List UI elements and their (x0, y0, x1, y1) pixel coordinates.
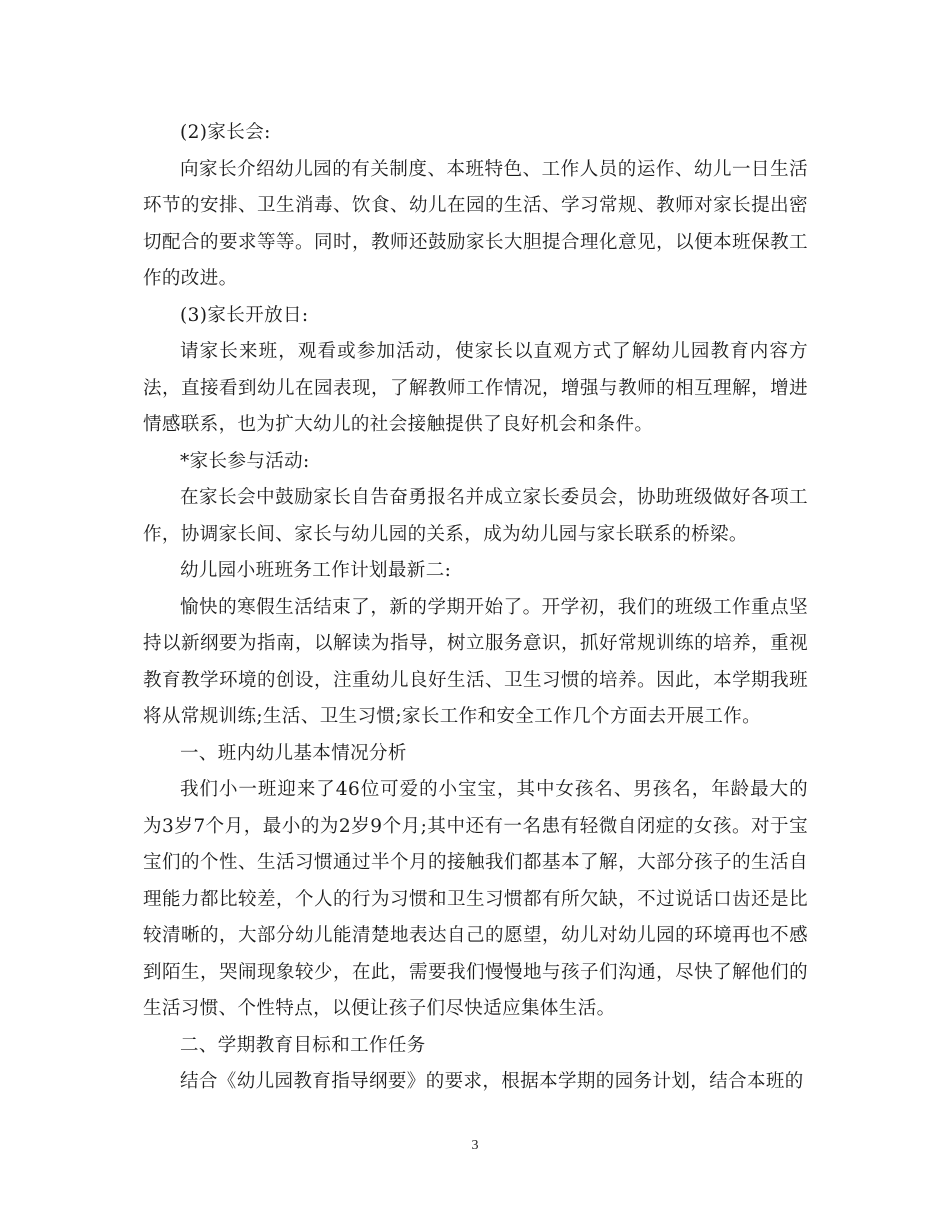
page-number: 3 (471, 1138, 479, 1153)
heading-open-day: (3)家长开放日: (180, 304, 309, 326)
heading-section-one: 一、班内幼儿基本情况分析 (180, 742, 407, 764)
paragraph-parent-activities: 在家长会中鼓励家长自告奋勇报名并成立家长委员会，协助班级做好各项工作，协调家长间、家长与幼儿园的关系，成为幼儿园与家长联系的桥梁。 (143, 487, 808, 545)
paragraph-plan-intro: 愉快的寒假生活结束了，新的学期开始了。开学初，我们的班级工作重点坚持以新纲要为指南，以解读为指导，树立服务意识，抓好常规训练的培养，重视教育教学环境的创设，注重幼儿良好生活、卫生习惯的培养。因此，本学期我班将从常规训练;生活、卫生习惯;家长工作和安全工作几个方面去开展工作。 (143, 596, 808, 727)
heading-parent-activities: *家长参与活动: (180, 450, 310, 472)
heading-section-two: 二、学期教育目标和工作任务 (180, 1034, 426, 1056)
paragraph-class-analysis: 我们小一班迎来了46位可爱的小宝宝，其中女孩名、男孩名，年龄最大的为3岁7个月，最小的为2岁9个月;其中还有一名患有轻微自闭症的女孩。对于宝宝们的个性、生活习惯通过半个月的接触我们都基本了解，大部分孩子的生活自理能力都比较差，个人的行为习惯和卫生习惯都有所欠缺，不过说话口齿还是比较清晰的，大部分幼儿能清楚地表达自己的愿望，幼儿对幼儿园的环境再也不感到陌生，哭闹现象较少，在此，需要我们慢慢地与孩子们沟通，尽快了解他们的生活习惯、个性特点，以便让孩子们尽快适应集体生活。 (143, 779, 808, 1019)
paragraph-goals: 结合《幼儿园教育指导纲要》的要求，根据本学期的园务计划，结合本班的 (180, 1071, 804, 1092)
paragraph-parent-meeting: 向家长介绍幼儿园的有关制度、本班特色、工作人员的运作、幼儿一日生活环节的安排、卫生消毒、饮食、幼儿在园的生活、学习常规、教师对家长提出密切配合的要求等等。同时，教师还鼓励家长大胆提合理化意见，以便本班保教工作的改进。 (143, 158, 808, 289)
heading-plan-two: 幼儿园小班班务工作计划最新二: (180, 560, 452, 581)
heading-parent-meeting: (2)家长会: (180, 122, 271, 143)
paragraph-open-day: 请家长来班，观看或参加活动，使家长以直观方式了解幼儿园教育内容方法，直接看到幼儿在园表现，了解教师工作情况，增强与教师的相互理解，增进情感联系，也为扩大幼儿的社会接触提供了良好机会和条件。 (143, 341, 808, 435)
document-body (143, 115, 808, 1101)
